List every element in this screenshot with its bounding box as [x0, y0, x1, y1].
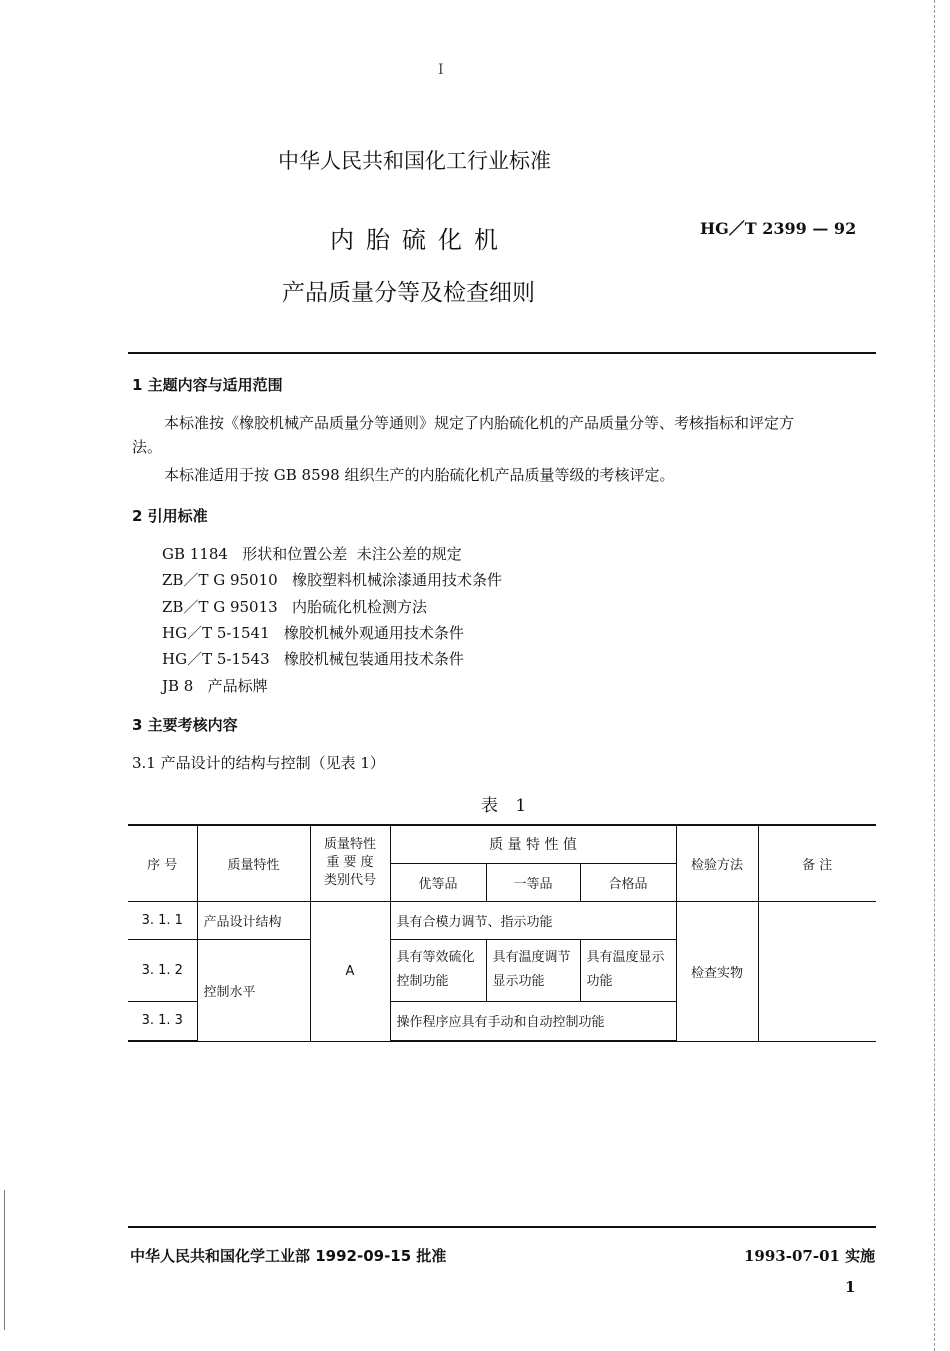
header-importance [310, 825, 390, 901]
scan-edge-line-left [4, 1190, 5, 1330]
org-standard-header: 中华人民共和国化工行业标准 [278, 149, 551, 173]
header-divider [128, 352, 876, 354]
page-mark: I [438, 62, 444, 78]
table-caption: 表 1 [481, 796, 533, 816]
section1-para1-line1: 本标准按《橡胶机械产品质量分等通则》规定了内胎硫化机的产品质量分等、考核指标和评定方 [164, 414, 795, 432]
header-importance-line1: 质量特性 [323, 837, 376, 853]
row2-char: 控制水平 [197, 939, 310, 1041]
section1-heading: 1 主题内容与适用范围 [132, 376, 283, 394]
section3-heading: 3 主要考核内容 [132, 716, 238, 734]
row2-seq: 3. 1. 2 [128, 939, 197, 1001]
method-value: 检查实物 [676, 901, 758, 1041]
header-quality-char: 质量特性 [197, 825, 310, 901]
approval-text: 中华人民共和国化学工业部 1992-09-15 批准 [130, 1247, 447, 1265]
row3-seq: 3. 1. 3 [128, 1001, 197, 1041]
document-title-line1: 内胎硫化机 [330, 226, 510, 254]
ref-item: ZB／T G 95010 橡胶塑料机械涂漆通用技术条件 [162, 571, 502, 589]
page-number: 1 [845, 1278, 856, 1296]
header-grade-first: 一等品 [486, 863, 580, 901]
row1-char: 产品设计结构 [197, 901, 310, 939]
header-remark: 备 注 [758, 825, 876, 901]
row2-first: 具有温度调节显示功能 [486, 939, 580, 1001]
ref-item: JB 8 产品标牌 [162, 677, 268, 695]
section3-1-heading: 3.1 产品设计的结构与控制（见表 1） [132, 754, 385, 772]
scan-edge-line [934, 0, 935, 1351]
document-title-line2: 产品质量分等及检查细则 [282, 280, 535, 306]
header-importance-line2: 重 要 度 [326, 855, 374, 871]
header-method: 检验方法 [676, 825, 758, 901]
quality-table [128, 824, 876, 1042]
row2-excellent: 具有等效硫化控制功能 [390, 939, 486, 1001]
section2-heading: 2 引用标准 [132, 507, 208, 525]
remark-value [758, 901, 876, 1041]
effective-date: 1993-07-01 实施 [744, 1247, 876, 1265]
row3-value: 操作程序应具有手动和自动控制功能 [390, 1001, 676, 1041]
row2-qualified: 具有温度显示功能 [580, 939, 676, 1001]
header-seq: 序 号 [128, 825, 197, 901]
header-values-group: 质 量 特 性 值 [390, 825, 676, 863]
ref-item: HG／T 5-1543 橡胶机械包装通用技术条件 [162, 650, 464, 668]
footer-divider [128, 1226, 876, 1228]
category-code: A [310, 901, 390, 1041]
ref-item: HG／T 5-1541 橡胶机械外观通用技术条件 [162, 624, 464, 642]
section1-para1-line2: 法。 [132, 438, 163, 456]
ref-item: ZB／T G 95013 内胎硫化机检测方法 [162, 598, 427, 616]
row1-value: 具有合模力调节、指示功能 [390, 901, 676, 939]
row1-seq: 3. 1. 1 [128, 901, 197, 939]
standard-number: HG／T 2399 — 92 [700, 219, 857, 238]
ref-item: GB 1184 形状和位置公差 未注公差的规定 [162, 545, 462, 563]
header-grade-qualified: 合格品 [580, 863, 676, 901]
header-grade-excellent: 优等品 [390, 863, 486, 901]
header-importance-line3: 类别代号 [323, 873, 376, 889]
section1-para2: 本标准适用于按 GB 8598 组织生产的内胎硫化机产品质量等级的考核评定。 [164, 466, 675, 484]
